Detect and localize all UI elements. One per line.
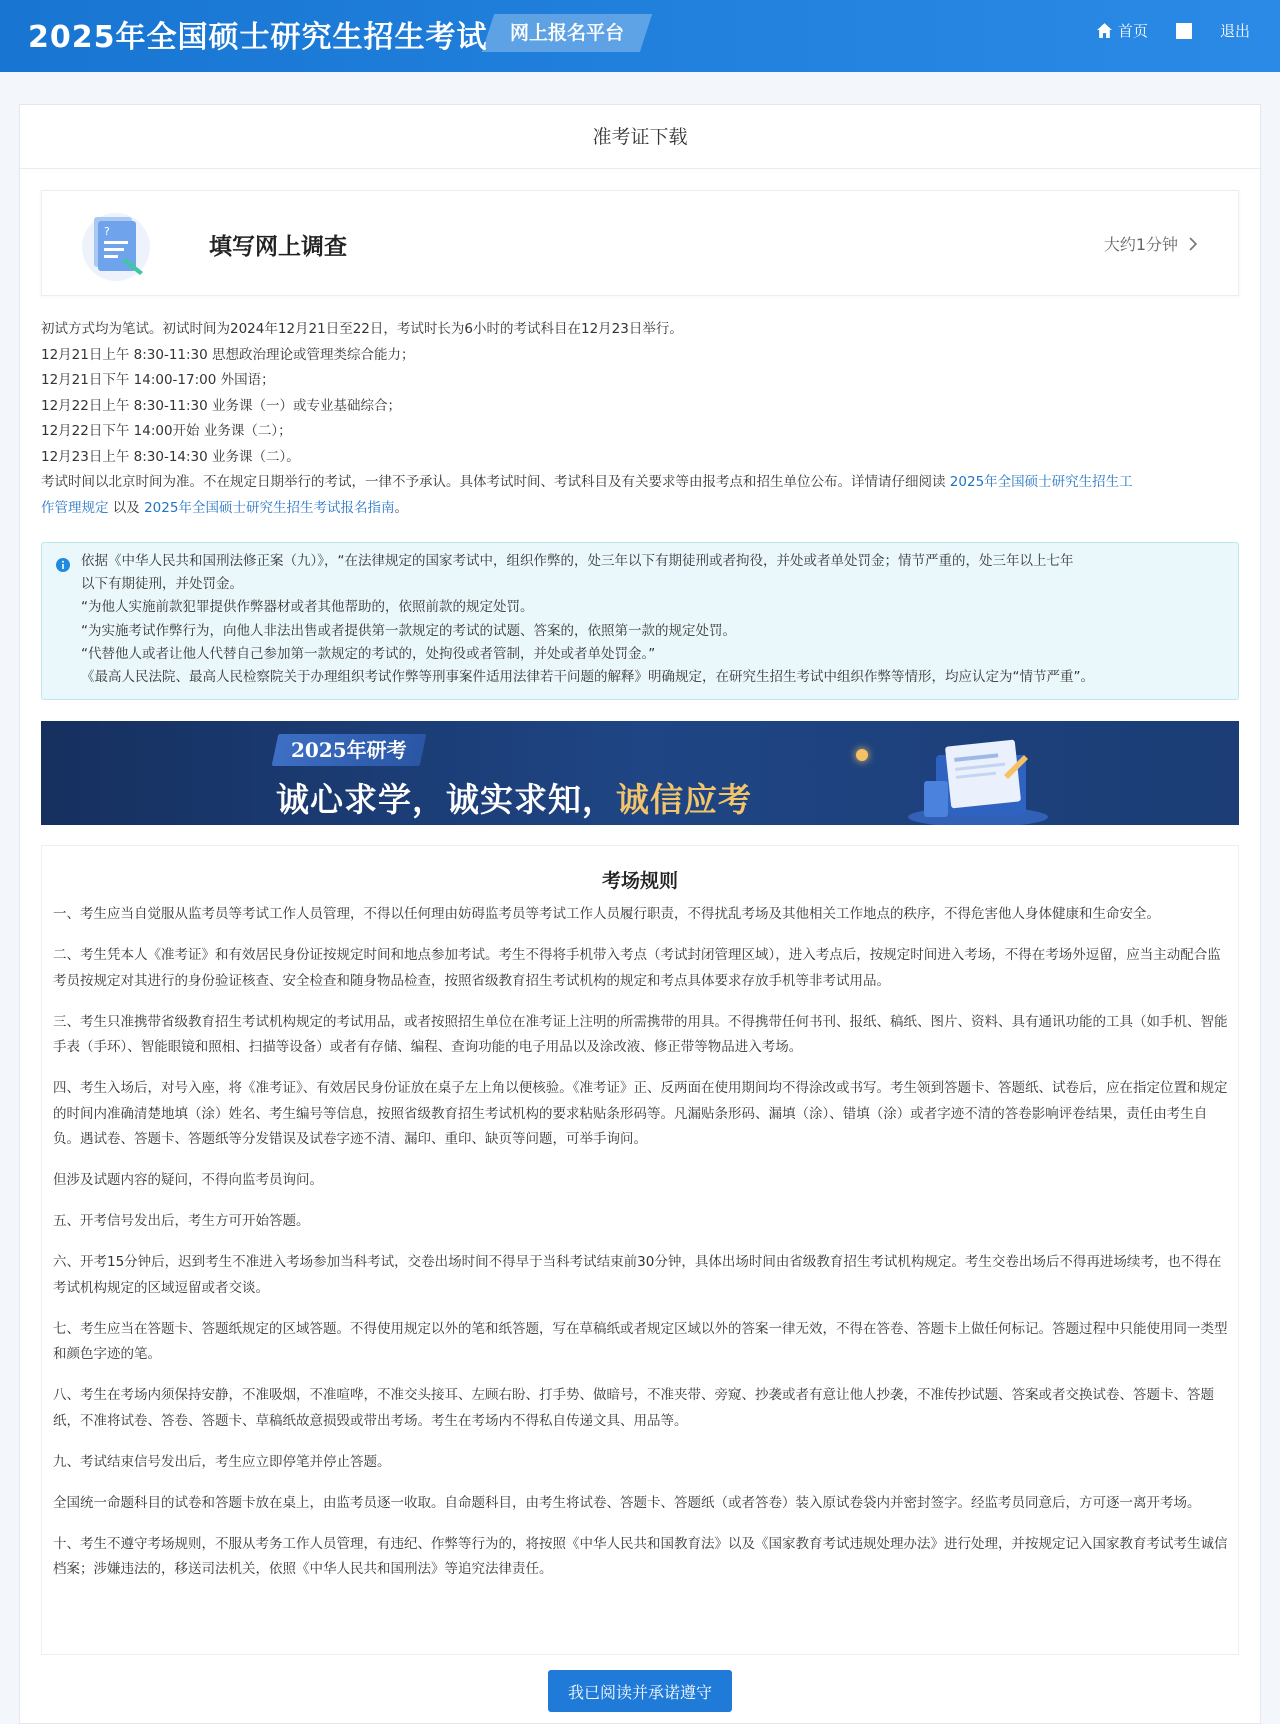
banner-slogan-highlight: 诚信应考 (616, 780, 752, 819)
integrity-banner (41, 721, 1239, 825)
schedule-note-cont (41, 496, 1247, 522)
schedule-line: 12月23日上午 8:30-14:30 业务课（二）。 (41, 448, 300, 465)
survey-entry[interactable] (41, 190, 1239, 296)
schedule-note-prefix: 考试时间以北京时间为准。不在规定日期举行的考试，一律不予承认。具体考试时间、考试科目及有关要求等由报考点和招生单位公布。详情请仔细阅读 (41, 474, 950, 490)
main-card (19, 104, 1261, 1724)
rule-paragraph: 十、考生不遵守考场规则，不服从考务工作人员管理，有违纪、作弊等行为的，将按照《中华人民共和国教育法》以及《国家教育考试违规处理办法》进行处理，并按规定记入国家教育考试考生诚信档案；涉嫌违法的，移送司法机关，依照《中华人民共和国刑法》等追究法律责任。 (53, 1535, 1228, 1577)
rule-paragraph: 六、开考15分钟后，迟到考生不准进入考场参加当科考试，交卷出场时间不得早于当科考试结束前30分钟，具体出场时间由省级教育招生考试机构规定。考生交卷出场后不得再进场续考，也不得在考试机构规定的区域逗留或者交谈。 (53, 1254, 1222, 1296)
schedule-line: 初试方式均为笔试。初试时间为2024年12月21日至22日，考试时长为6小时的考试科目在12月23日举行。 (41, 321, 683, 337)
schedule-line: 12月22日下午 14:00开始 业务课（二）； (41, 423, 292, 439)
banner-tag (272, 734, 426, 766)
schedule-note-mid: 以及 (108, 499, 145, 516)
nav-logout[interactable] (1220, 20, 1250, 41)
header-nav (1096, 20, 1250, 41)
survey-meta (1104, 232, 1198, 255)
banner-slogan (276, 774, 752, 821)
exam-schedule (41, 317, 1247, 521)
svg-text:?: ? (104, 225, 110, 238)
nav-logout-label: 退出 (1219, 22, 1250, 40)
rule-paragraph: 五、开考信号发出后，考生方可开始答题。 (53, 1213, 310, 1229)
notice-line: “代替他人或者让他人代替自己参加第一款规定的考试的，处拘役或者管制，并处或者单处罚金。” (81, 645, 656, 662)
survey-title: 填写网上调查 (209, 234, 347, 260)
page-title: 准考证下载 (20, 105, 1260, 169)
nav-home-label: 首页 (1117, 22, 1148, 40)
rule-paragraph: 但涉及试题内容的疑问，不得向监考员询问。 (53, 1172, 323, 1188)
schedule-note-end: 。 (394, 499, 408, 516)
rule-paragraph: 三、考生只准携带省级教育招生考试机构规定的考试用品，或者按照招生单位在准考证上注明的所需携带的用具。不得携带任何书刊、报纸、稿纸、图片、资料、具有通讯功能的工具（如手机、智能手表（手环）、智能眼镜和照相、扫描等设备）或者有存储、编程、查询功能的电子用品以及涂改液、修正带等物品进入考场。 (53, 1013, 1228, 1055)
schedule-line: 12月22日上午 8:30-11:30 业务课（一）或专业基础综合； (41, 397, 402, 414)
rule-paragraph: 七、考生应当在答题卡、答题纸规定的区域答题。不得使用规定以外的笔和纸答题，写在草稿纸或者规定区域以外的答案一律无效，不得在答卷、答题卡上做任何标记。答题过程中只能使用同一类型和颜色字迹的笔。 (53, 1320, 1228, 1362)
exam-room-rules (41, 845, 1239, 1655)
platform-tag (482, 14, 652, 52)
banner-tag-label: 2025年研考 (291, 738, 407, 762)
platform-label: 网上报名平台 (509, 22, 624, 44)
banner-orb (856, 749, 868, 761)
banner-document-illustration (896, 731, 1056, 825)
nav-home[interactable] (1096, 20, 1148, 41)
nav-user[interactable] (1176, 23, 1192, 39)
notice-line: 依据《中华人民共和国刑法修正案（九）》，“在法律规定的国家考试中，组织作弊的，处三年以下有期徒刑或者拘役，并处或者单处罚金；情节严重的，处三年以上七年 (81, 553, 1074, 569)
rules-body (53, 902, 1229, 1598)
banner-slogan-main: 诚心求学，诚实求知， (276, 780, 616, 819)
rule-paragraph: 四、考生入场后，对号入座，将《准考证》、有效居民身份证放在桌子左上角以便核验。《准考证》正、反两面在使用期间均不得涂改或书写。考生领到答题卡、答题纸、试卷后，应在指定位置和规定的时间内准确清楚地填（涂）姓名、考生编号等信息，按照省级教育招生考试机构的要求粘贴条形码等。凡漏贴条形码、漏填（涂）、错填（涂）或者字迹不清的答卷影响评卷结果，责任由考生自负。遇试卷、答题卡、答题纸等分发错误及试卷字迹不清、漏印、重印、缺页等问题，可举手询问。 (53, 1080, 1228, 1147)
home-icon (1096, 22, 1113, 39)
rules-title: 考场规则 (601, 870, 678, 892)
survey-document-icon (78, 207, 154, 283)
notice-line: “为实施考试作弊行为，向他人非法出售或者提供第一款规定的考试的试题、答案的，依照第一款的规定处罚。 (81, 622, 736, 639)
rule-paragraph: 八、考生在考场内须保持安静，不准吸烟，不准喧哗，不准交头接耳、左顾右盼、打手势、做暗号，不准夹带、旁窥、抄袭或者有意让他人抄袭，不准传抄试题、答案或者交换试卷、答题卡、答题纸，不准将试卷、答卷、答题卡、草稿纸故意损毁或带出考场。考生在考场内不得私自传递文具、用品等。 (53, 1387, 1214, 1429)
rule-paragraph: 一、考生应当自觉服从监考员等考试工作人员管理，不得以任何理由妨碍监考员等考试工作人员履行职责，不得扰乱考场及其他相关工作地点的秩序，不得危害他人身体健康和生命安全。 (53, 906, 1160, 922)
chevron-right-icon (1188, 236, 1198, 252)
rule-paragraph: 全国统一命题科目的试卷和答题卡放在桌上，由监考员逐一收取。自命题科目，由考生将试卷、答题卡、答题纸（或者答卷）装入原试卷袋内并密封签字。经监考员同意后，方可逐一离开考场。 (53, 1494, 1201, 1511)
top-header (0, 0, 1280, 72)
agree-button[interactable]: 我已阅读并承诺遵守 (548, 1670, 732, 1712)
law-notice (41, 542, 1239, 700)
notice-text (81, 550, 1211, 689)
management-rules-link[interactable]: 2025年全国硕士研究生招生工 (949, 474, 1133, 490)
rule-paragraph: 九、考试结束信号发出后，考生应立即停笔并停止答题。 (53, 1453, 391, 1470)
notice-line: 以下有期徒刑，并处罚金。 (81, 576, 243, 593)
info-icon (56, 558, 70, 572)
notice-line: 《最高人民法院、最高人民检察院关于办理组织考试作弊等刑事案件适用法律若干问题的解释》明确规定，在研究生招生考试中组织作弊等情形，均应认定为“情节严重”。 (81, 669, 1094, 686)
management-rules-link-cont[interactable]: 作管理规定 (41, 499, 109, 516)
registration-guide-link[interactable]: 2025年全国硕士研究生招生考试报名指南 (144, 499, 395, 516)
survey-duration: 大约1分钟 (1103, 235, 1178, 254)
schedule-line: 12月21日下午 14:00-17:00 外国语； (41, 372, 275, 388)
notice-line: “为他人实施前款犯罪提供作弊器材或者其他帮助的，依照前款的规定处罚。 (81, 599, 534, 616)
schedule-note (41, 470, 1247, 496)
schedule-line: 12月21日上午 8:30-11:30 思想政治理论或管理类综合能力； (41, 346, 415, 363)
site-title: 2025年全国硕士研究生招生考试 (28, 20, 488, 55)
user-icon (1176, 23, 1192, 39)
rule-paragraph: 二、考生凭本人《准考证》和有效居民身份证按规定时间和地点参加考试。考生不得将手机带入考点（考试封闭管理区域），进入考点后，按规定时间进入考场，不得在考场外逗留，应当主动配合监考员按规定对其进行的身份验证核查、安全检查和随身物品检查，按照省级教育招生考试机构的规定和考点具体要求存放手机等非考试用品。 (53, 947, 1221, 989)
